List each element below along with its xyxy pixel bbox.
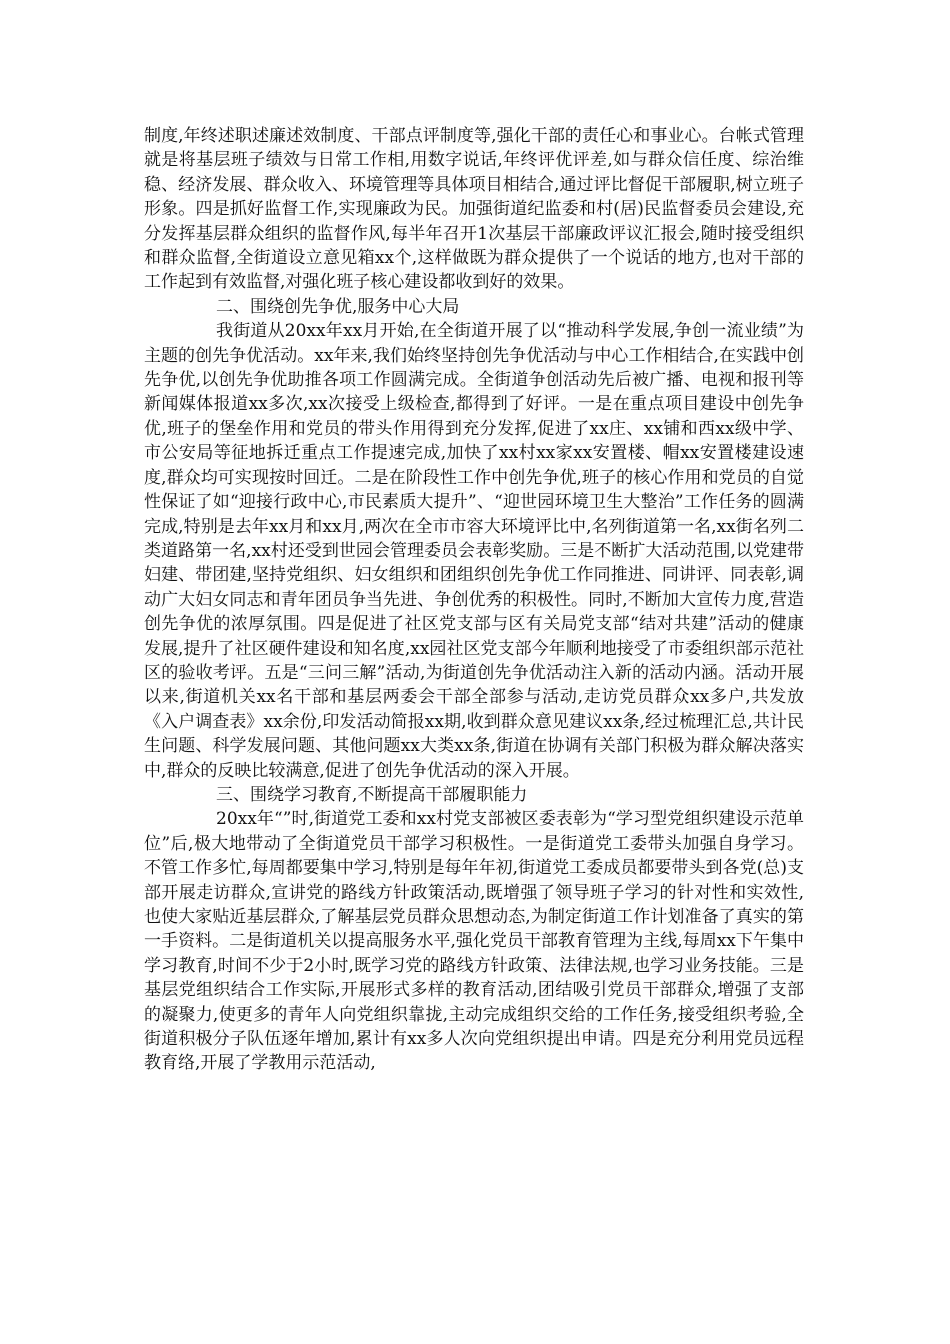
document-page (144, 124, 804, 1076)
section-heading-3: 三、围绕学习教育,不断提高干部履职能力 (216, 784, 528, 805)
section-heading-2: 二、围绕创先争优,服务中心大局 (216, 296, 460, 317)
paragraph-excellence-campaign: 我街道从20xx年xx月开始,在全街道开展了以“推动科学发展,争创一流业绩”为主题的创先争优活动。xx年来,我们始终坚持创先争优活动与中心工作相结合,在实践中创先争优,以创先争优助推各项工作圆满完成。全街道争创活动先后被广播、电视和报刊等新闻媒体报道xx多次,xx次接受上级检查,都得到了好评。一是在重点项目建设中创先争优,班子的堡垒作用和党员的带头作用得到充分发挥,促进了xx庄、xx铺和西xx级中学、市公安局等征地拆迁重点工作提速完成,加快了xx村xx家xx安置楼、帽xx安置楼建设速度,群众均可实现按时回迁。二是在阶段性工作中创先争优,班子的核心作用和党员的自觉性保证了如“迎接行政中心,市民素质大提升”、“迎世园环境卫生大整治”工作任务的圆满完成,特别是去年xx月和xx月,两次在全市市容大环境评比中,名列街道第一名,xx街名列二类道路第一名,xx村还受到世园会管理委员会表彰奖励。三是不断扩大活动范围,以党建带妇建、带团建,坚持党组织、妇女组织和团组织创先争优工作同推进、同讲评、同表彰,调动广大妇女同志和青年团员争当先进、争创优秀的积极性。同时,不断加大宣传力度,营造创先争优的浓厚氛围。四是促进了社区党支部与区有关局党支部“结对共建”活动的健康发展,提升了社区硬件建设和知名度,xx园社区党支部今年顺利地接受了市委组织部示范社区的验收考评。五是“三问三解”活动,为街道创先争优活动注入新的活动内涵。活动开展以来,街道机关xx名干部和基层两委会干部全部参与活动,走访党员群众xx多户,共发放《入户调查表》xx余份,印发活动简报xx期,收到群众意见建议xx条,经过梳理汇总,共计民生问题、科学发展问题、其他问题xx大类xx条,街道在协调有关部门积极为群众解决落实中,群众的反映比较满意,促进了创先争优活动的深入开展。 (144, 321, 804, 781)
paragraph-accountability: 制度,年终述职述廉述效制度、干部点评制度等,强化干部的责任心和事业心。台帐式管理就是将基层班子绩效与日常工作相,用数字说话,年终评优评差,如与群众信任度、综治维稳、经济发展、群众收入、环境管理等具体项目相结合,通过评比督促干部履职,树立班子形象。四是抓好监督工作,实现廉政为民。加强街道纪监委和村(居)民监督委员会建设,充分发挥基层群众组织的监督作风,每半年召开1次基层干部廉政评议汇报会,随时接受组织和群众监督,全街道设立意见箱xx个,这样做既为群众提供了一个说话的地方,也对干部的工作起到有效监督,对强化班子核心建设都收到好的效果。 (144, 126, 804, 293)
paragraph-learning-education: 20xx年“”时,街道党工委和xx村党支部被区委表彰为“学习型党组织建设示范单位”后,极大地带动了全街道党员干部学习积极性。一是街道党工委带头加强自身学习。不管工作多忙,每周都要集中学习,特别是每年年初,街道党工委成员都要带头到各党(总)支部开展走访群众,宣讲党的路线方针政策活动,既增强了领导班子学习的针对性和实效性,也使大家贴近基层群众,了解基层党员群众思想动态,为制定街道工作计划准备了真实的第一手资料。二是街道机关以提高服务水平,强化党员干部教育管理为主线,每周xx下午集中学习教育,时间不少于2小时,既学习党的路线方针政策、法律法规,也学习业务技能。三是基层党组织结合工作实际,开展形式多样的教育活动,团结吸引党员干部群众,增强了支部的凝聚力,使更多的青年人向党组织靠拢,主动完成组织交给的工作任务,接受组织考验,全街道积极分子队伍逐年增加,累计有xx多人次向党组织提出申请。四是充分利用党员远程教育络,开展了学教用示范活动, (144, 809, 804, 1074)
